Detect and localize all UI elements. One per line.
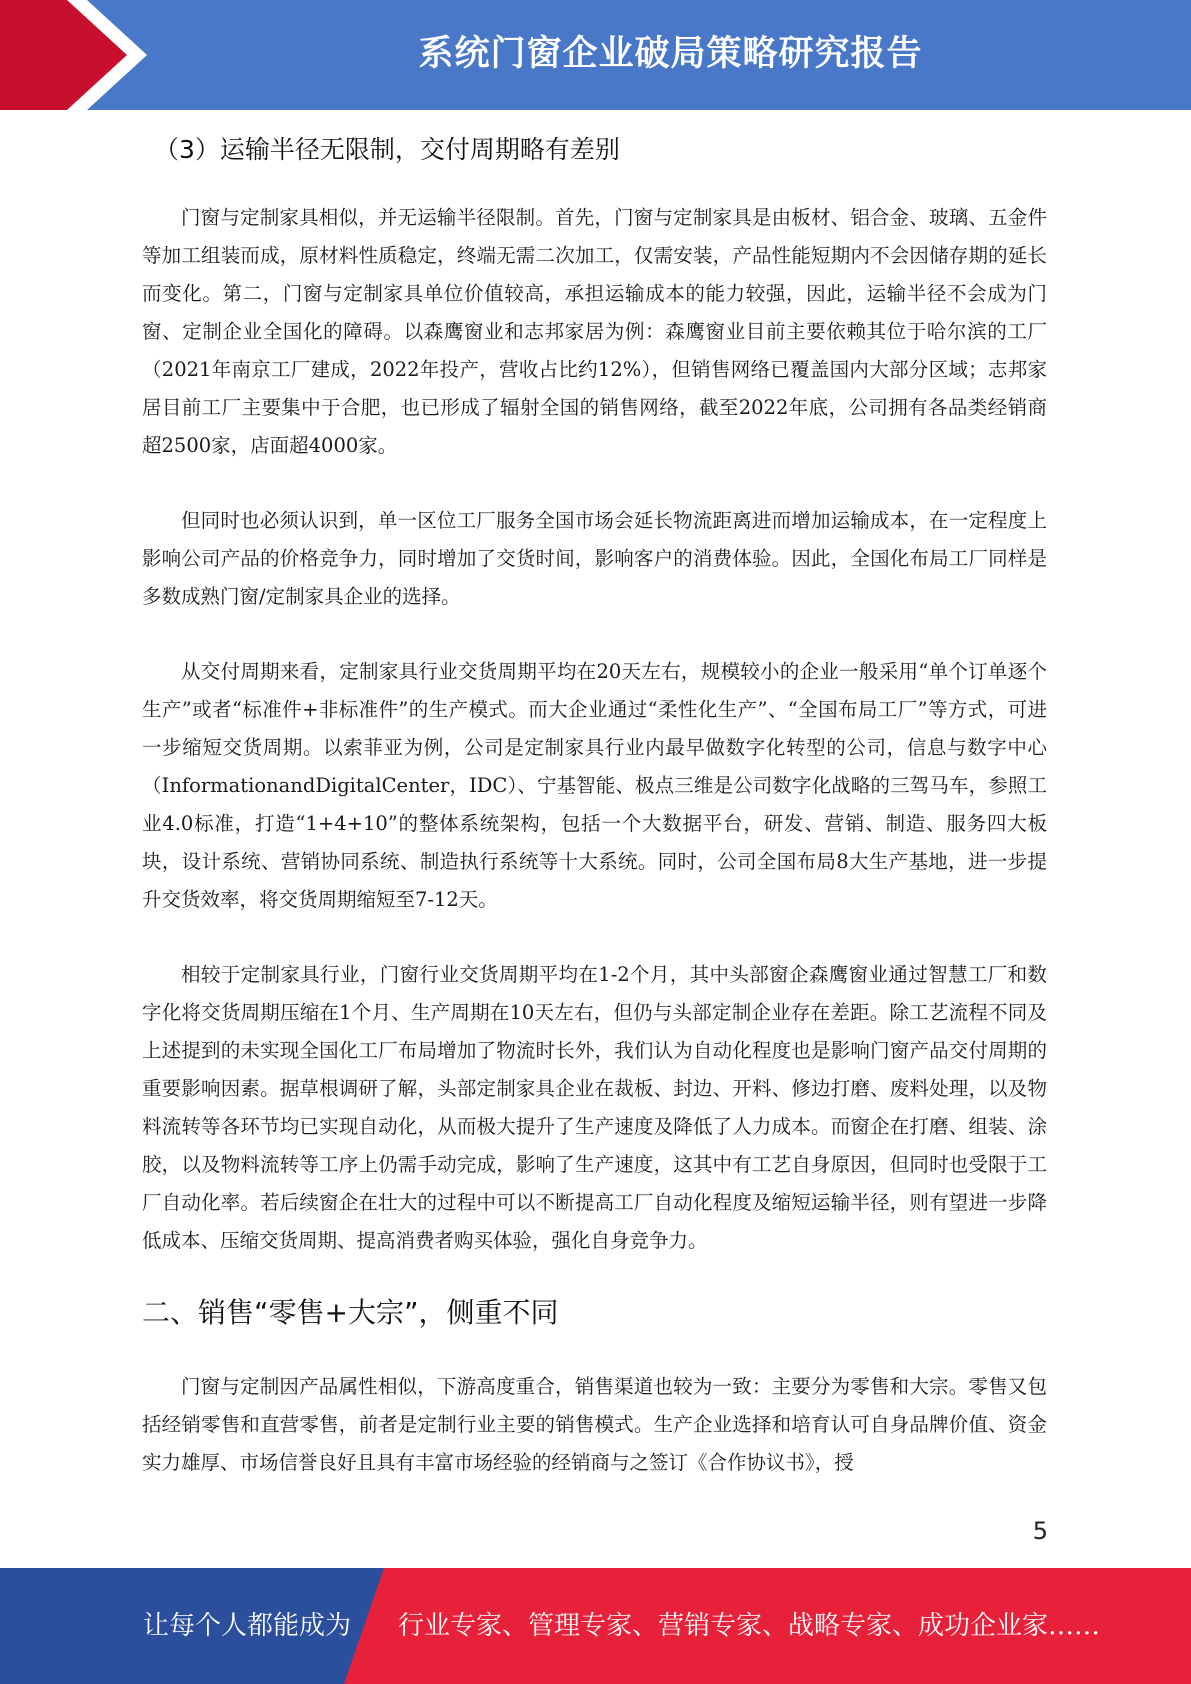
paragraph: 门窗与定制因产品属性相似，下游高度重合，销售渠道也较为一致：主要分为零售和大宗。零售又包括经销零售和直营零售，前者是定制行业主要的销售模式。生产企业选择和培育认可自身品牌价值、资金实力雄厚、市场信誉良好且具有丰富市场经验的经销商与之签订《合作协议书》，授 xyxy=(142,1375,1047,1474)
footer-slogan-left: 让每个人都能成为 xyxy=(143,1611,352,1641)
paragraph: 但同时也必须认识到，单一区位工厂服务全国市场会延长物流距离进而增加运输成本，在一定程度上影响公司产品的价格竞争力，同时增加了交货时间，影响客户的消费体验。因此，全国化布局工厂同样是多数成熟门窗/定制家具企业的选择。 xyxy=(142,509,1047,608)
section-heading: 二、销售“零售+大宗”，侧重不同 xyxy=(142,1296,559,1329)
footer-slogan-right: 行业专家、管理专家、营销专家、战略专家、成功企业家…… xyxy=(398,1611,1101,1641)
header-banner xyxy=(0,0,1191,110)
page-number: 5 xyxy=(1032,1517,1048,1545)
paragraph: 从交付周期来看，定制家具行业交货周期平均在20天左右，规模较小的企业一般采用“单个订单逐个生产”或者“标准件+非标准件”的生产模式。而大企业通过“柔性化生产”、“全国布局工厂”等方式，可进一步缩短交货周期。以索菲亚为例，公司是定制家具行业内最早做数字化转型的公司，信息与数字中心（InformationandDigitalCenter，IDC）、宁基智能、极点三维是公司数字化战略的三驾马车，参照工业4.0标准，打造“1+4+10”的整体系统架构，包括一个大数据平台，研发、营销、制造、服务四大板块，设计系统、营销协同系统、制造执行系统等十大系统。同时，公司全国布局8大生产基地，进一步提升交货效率，将交货周期缩短至7-12天。 xyxy=(142,660,1047,911)
header-arrow-decoration xyxy=(0,0,160,110)
document-body xyxy=(142,125,1047,1482)
report-title: 系统门窗企业破局策略研究报告 xyxy=(418,34,923,74)
paragraph: 门窗与定制家具相似，并无运输半径限制。首先，门窗与定制家具是由板材、铝合金、玻璃、五金件等加工组装而成，原材料性质稳定，终端无需二次加工，仅需安装，产品性能短期内不会因储存期的延长而变化。第二，门窗与定制家具单位价值较高，承担运输成本的能力较强，因此，运输半径不会成为门窗、定制企业全国化的障碍。以森鹰窗业和志邦家居为例：森鹰窗业目前主要依赖其位于哈尔滨的工厂（2021年南京工厂建成，2022年投产，营收占比约12%），但销售网络已覆盖国内大部分区域；志邦家居目前工厂主要集中于合肥，也已形成了辐射全国的销售网络，截至2022年底，公司拥有各品类经销商超2500家，店面超4000家。 xyxy=(142,206,1047,457)
footer-banner xyxy=(0,1568,1191,1684)
sub-section-heading: （3）运输半径无限制，交付周期略有差别 xyxy=(154,135,620,164)
paragraph: 相较于定制家具行业，门窗行业交货周期平均在1-2个月，其中头部窗企森鹰窗业通过智慧工厂和数字化将交货周期压缩在1个月、生产周期在10天左右，但仍与头部定制企业存在差距。除工艺流程不同及上述提到的未实现全国化工厂布局增加了物流时长外，我们认为自动化程度也是影响门窗产品交付周期的重要影响因素。据草根调研了解，头部定制家具企业在裁板、封边、开料、修边打磨、废料处理，以及物料流转等各环节均已实现自动化，从而极大提升了生产速度及降低了人力成本。而窗企在打磨、组装、涂胶，以及物料流转等工序上仍需手动完成，影响了生产速度，这其中有工艺自身原因，但同时也受限于工厂自动化率。若后续窗企在壮大的过程中可以不断提高工厂自动化程度及缩短运输半径，则有望进一步降低成本、压缩交货周期、提高消费者购买体验，强化自身竞争力。 xyxy=(142,963,1047,1252)
